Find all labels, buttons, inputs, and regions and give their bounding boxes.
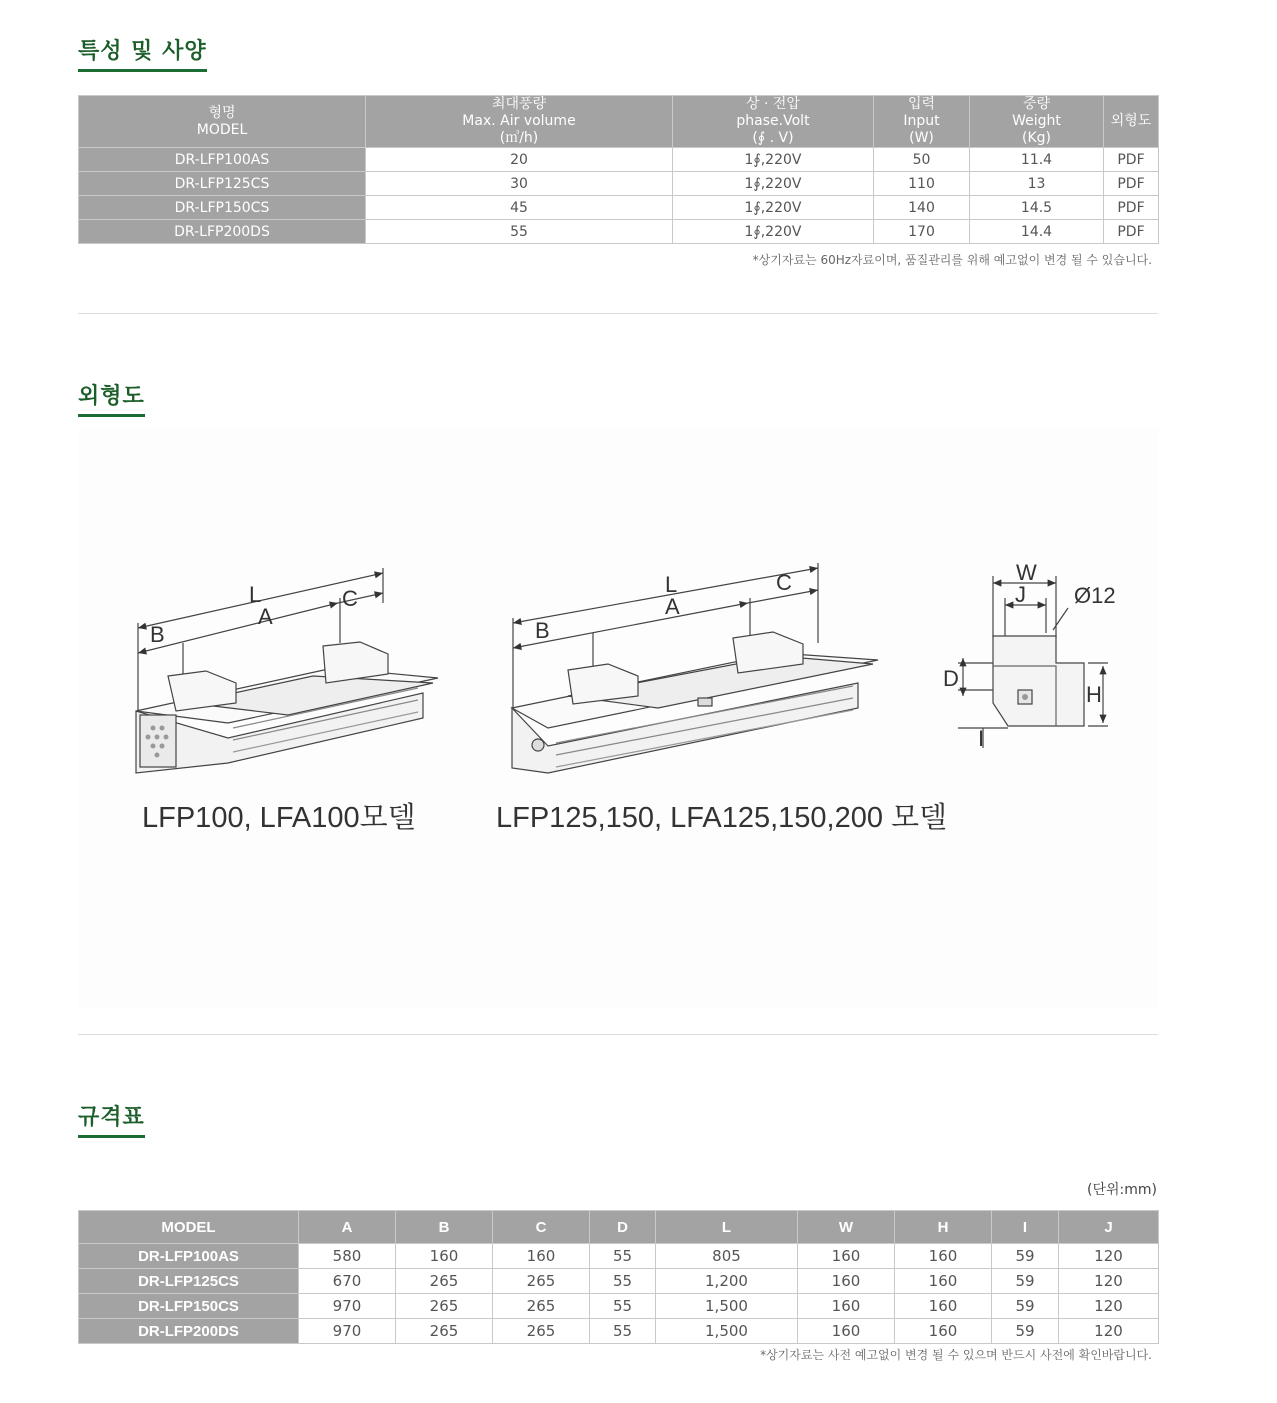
- dim-header-l: L: [656, 1211, 798, 1244]
- divider: [78, 1034, 1158, 1035]
- table-row: DR-LFP150CS 970 265 265 55 1,500 160 160 59 120: [79, 1294, 1159, 1319]
- spec-header-air: 최대풍량 Max. Air volume (㎥/h): [366, 96, 673, 148]
- spec-header-input: 입력 Input (W): [874, 96, 970, 148]
- dim-label-W: W: [1016, 560, 1037, 585]
- spec-note: *상기자료는 60Hz자료이며, 품질관리를 위해 예고없이 변경 될 수 있습니다.: [752, 253, 1152, 267]
- table-row: DR-LFP100AS 20 1∮,220V 50 11.4 PDF: [79, 148, 1159, 172]
- dim-section-title: 규격표: [78, 1100, 145, 1138]
- dim-label-L: L: [249, 582, 262, 607]
- dim-label-H: H: [1086, 682, 1102, 707]
- dim-label-B: B: [535, 618, 550, 643]
- dim-note: *상기자료는 사전 예고없이 변경 될 수 있으며 반드시 사전에 확인바랍니다.: [760, 1348, 1152, 1362]
- drawing-caption-left: LFP100, LFA100모델: [142, 802, 416, 834]
- table-row: DR-LFP125CS 670 265 265 55 1,200 160 160 59 120: [79, 1269, 1159, 1294]
- spec-header-phase: 상 · 전압 phase.Volt (∮ . V): [673, 96, 874, 148]
- table-row: DR-LFP200DS 55 1∮,220V 170 14.4 PDF: [79, 220, 1159, 244]
- outline-section-title: 외형도: [78, 379, 145, 417]
- outline-drawing: [78, 428, 1158, 1008]
- spec-header-drawing: 외형도: [1104, 96, 1159, 148]
- drawing-caption-right: LFP125,150, LFA125,150,200 모델: [496, 802, 948, 834]
- dim-header-j: J: [1059, 1211, 1159, 1244]
- unit-drawing-small: [136, 568, 438, 773]
- table-row: DR-LFP200DS 970 265 265 55 1,500 160 160 59 120: [79, 1319, 1159, 1344]
- pdf-link[interactable]: PDF: [1104, 148, 1159, 172]
- dim-label-B: B: [150, 622, 165, 647]
- dim-header-c: C: [493, 1211, 590, 1244]
- table-row: DR-LFP150CS 45 1∮,220V 140 14.5 PDF: [79, 196, 1159, 220]
- spec-header-model: 형명 MODEL: [79, 96, 366, 148]
- spec-header-weight: 중량 Weight (Kg): [970, 96, 1104, 148]
- dim-label-C: C: [342, 586, 358, 611]
- spec-table: [78, 95, 1159, 244]
- divider: [78, 313, 1158, 314]
- dim-header-i: I: [992, 1211, 1059, 1244]
- dim-label-D: D: [943, 666, 959, 691]
- unit-drawing-large: [512, 563, 878, 773]
- pdf-link[interactable]: PDF: [1104, 220, 1159, 244]
- dim-header-model: MODEL: [79, 1211, 299, 1244]
- dimension-table: [78, 1210, 1159, 1344]
- dim-header-h: H: [895, 1211, 992, 1244]
- dim-label-I: I: [978, 726, 985, 751]
- dim-header-d: D: [590, 1211, 656, 1244]
- dim-label-A: A: [665, 594, 680, 619]
- dim-label-C: C: [776, 570, 792, 595]
- pdf-link[interactable]: PDF: [1104, 196, 1159, 220]
- dim-label-J: J: [1015, 582, 1026, 607]
- table-row: DR-LFP100AS 580 160 160 55 805 160 160 59 120: [79, 1244, 1159, 1269]
- dim-label-L: L: [665, 572, 678, 597]
- pdf-link[interactable]: PDF: [1104, 172, 1159, 196]
- dim-header-a: A: [299, 1211, 396, 1244]
- dim-label-A: A: [258, 604, 273, 629]
- table-row: DR-LFP125CS 30 1∮,220V 110 13 PDF: [79, 172, 1159, 196]
- unit-label: (단위:mm): [1087, 1182, 1157, 1198]
- dim-header-w: W: [798, 1211, 895, 1244]
- dim-label-phi: Ø12: [1074, 583, 1116, 608]
- dim-header-b: B: [396, 1211, 493, 1244]
- spec-section-title: 특성 및 사양: [78, 34, 207, 72]
